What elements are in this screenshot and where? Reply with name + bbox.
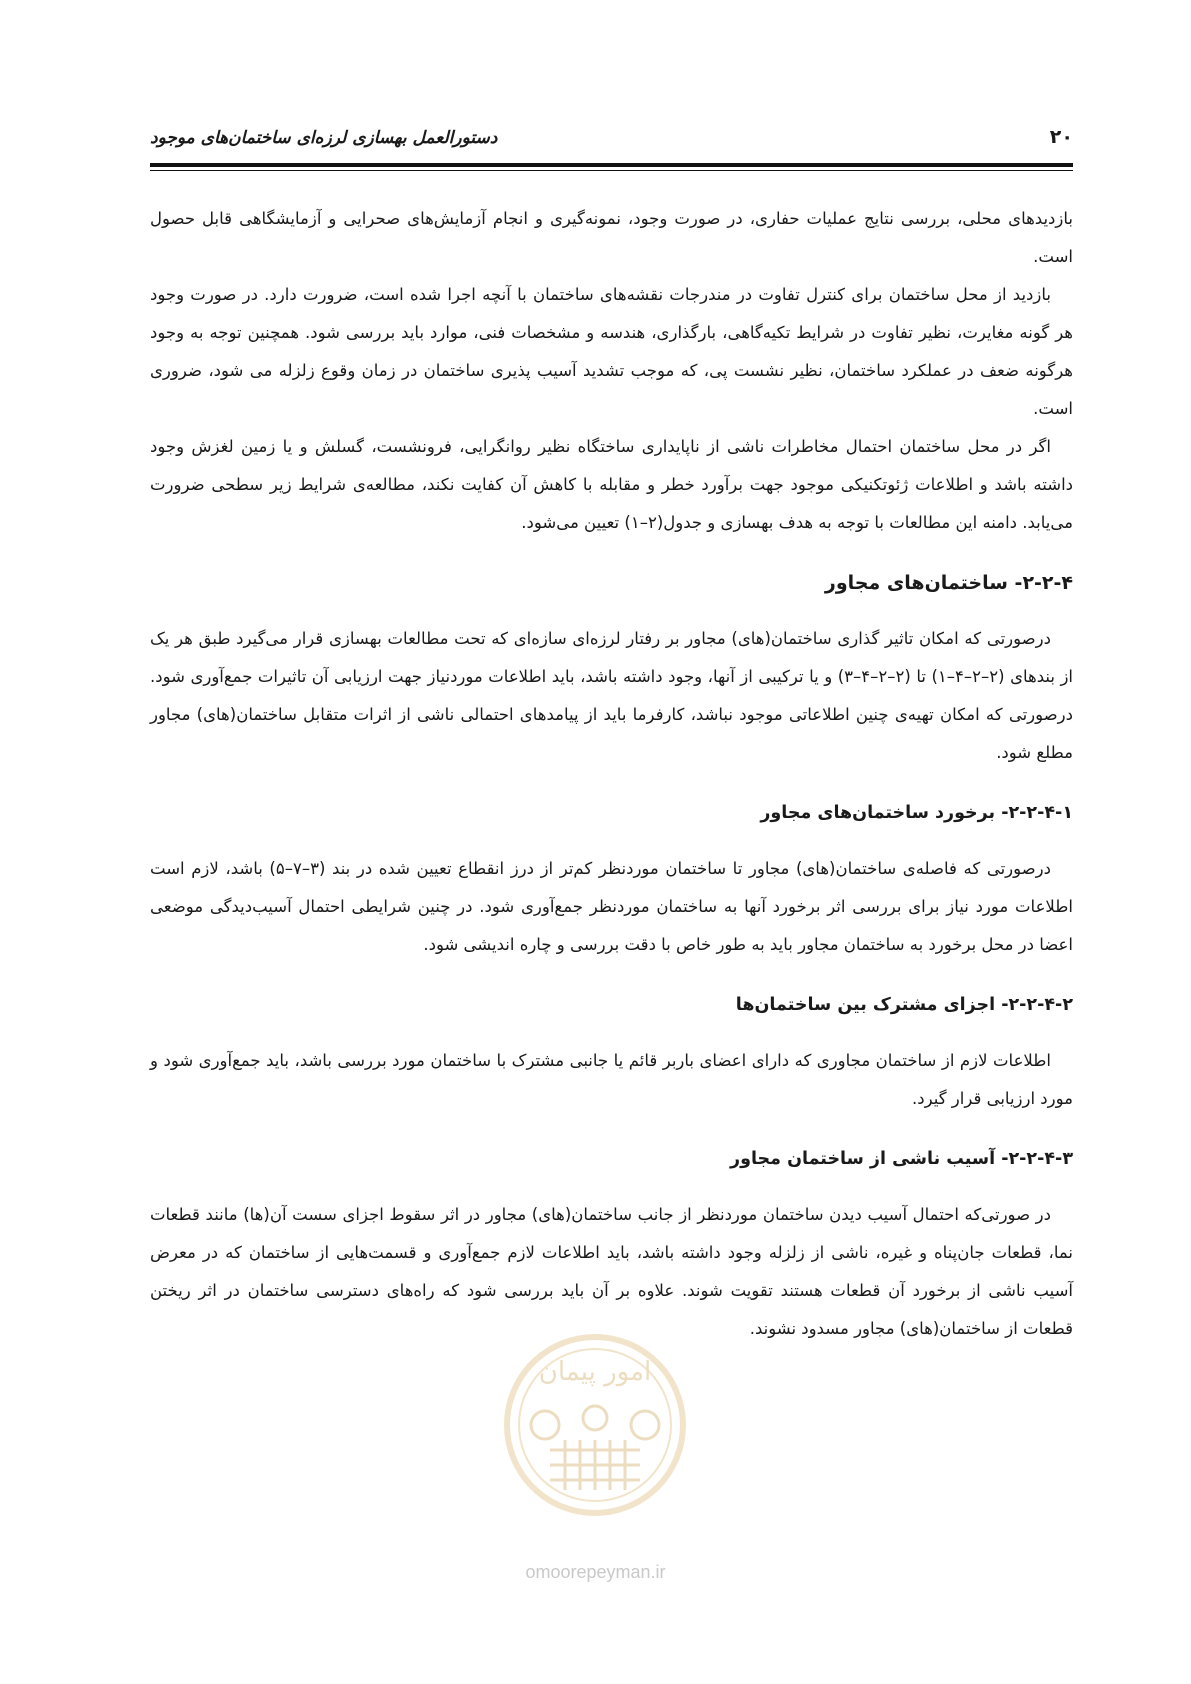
subsection-heading-shared-elements: ۲-۲-۴-۲- اجزای مشترک بین ساختمان‌ها — [735, 995, 1073, 1015]
header-rule-thin — [150, 170, 1073, 171]
page-number: ۲۰ — [1049, 126, 1073, 148]
intro-paragraph-2: بازدید از محل ساختمان برای کنترل تفاوت در مندرجات نقشه‌های ساختمان با آنچه اجرا شده است، ضرورت دارد. در صورت وجود هر گونه مغایرت، نظیر تفاوت در شرایط تکیه‌گاهی، بارگذاری، هندسه و مشخصات فنی، موارد باید بررسی شود. همچنین توجه به وجود هرگونه ضعف در عملکرد ساختمان، نظیر نشست پی، که موجب تشدید آسیب پذیری ساختمان در زمان وقوع زلزله می شود، ضروری است. — [150, 285, 1073, 418]
section-adjacent-buildings-paragraph: درصورتی که امکان تاثیر گذاری ساختمان(های) مجاور بر رفتار لرزه‌ای سازه‌ای که تحت مطالعات بهسازی قرار می‌گیرد طبق هر یک از بندهای (۲–۲–۴–۱) تا (۲–۲–۴–۳) و یا ترکیبی از آنها، وجود داشته باشد، باید اطلاعات موردنیاز جهت ارزیابی آن تاثیرات جمع‌آوری شود. درصورتی که امکان تهیه‌ی چنین اطلاعاتی موجود نباشد، کارفرما باید از پیامدهای احتمالی ناشی از اثرات متقابل ساختمان(های) مجاور مطلع شود. — [150, 629, 1074, 762]
subsection-pounding-paragraph: درصورتی که فاصله‌ی ساختمان(های) مجاور تا ساختمان موردنظر کم‌تر از درز انقطاع تعیین شده در بند (۳–۷–۵) باشد، لازم است اطلاعات مورد نیاز برای بررسی اثر برخورد آنها به ساختمان موردنظر جمع‌آوری شود. در چنین شرایطی احتمال آسیب‌دیدگی موضعی اعضا در محل برخورد به ساختمان مجاور باید به طور خاص با دقت بررسی و چاره اندیشی شود. — [150, 859, 1073, 954]
watermark-logo-text: امور پیمان — [538, 1357, 652, 1387]
section-heading-adjacent-buildings: ۲-۲-۴- ساختمان‌های مجاور — [824, 572, 1073, 594]
subsection-heading-pounding: ۲-۲-۴-۱- برخورد ساختمان‌های مجاور — [760, 803, 1073, 823]
header-rule-thick — [150, 163, 1073, 167]
running-header — [150, 126, 1073, 166]
watermark-site-url: omoorepeyman.ir — [525, 1562, 666, 1582]
watermark-logo — [480, 1330, 710, 1530]
page-content — [150, 200, 1073, 1348]
intro-paragraph-3: اگر در محل ساختمان احتمال مخاطرات ناشی از ناپایداری ساختگاه نظیر روانگرایی، فرونشست، گسلش و یا زمین لغزش وجود داشته باشد و اطلاعات ژئوتکنیکی موجود جهت برآورد خطر و مقابله با کاهش آن کفایت نکند، مطالعه‌ی شرایط زیر سطحی ضرورت می‌یابد. دامنه این مطالعات با توجه به هدف بهسازی و جدول(۲–۱) تعیین می‌شود. — [150, 437, 1073, 532]
subsection-damage-from-adjacent-paragraph: در صورتی‌که احتمال آسیب دیدن ساختمان موردنظر از جانب ساختمان(های) مجاور در اثر سقوط اجزای سست آن(ها) مانند قطعات نما، قطعات جان‌پناه و غیره، ناشی از زلزله وجود داشته باشد، باید اطلاعات لازم جمع‌آوری و قسمت‌هایی از ساختمان که در معرض آسیب ناشی از برخورد آن قطعات هستند تقویت شوند. علاوه بر آن باید بررسی شود که راه‌های دسترسی ساختمان در اثر ریختن قطعات از ساختمان(های) مجاور مسدود نشوند. — [150, 1205, 1073, 1338]
intro-paragraph-1: بازدیدهای محلی، بررسی نتایج عملیات حفاری، در صورت وجود، نمونه‌گیری و انجام آزمایش‌های صحرایی و آزمایشگاهی قابل حصول است. — [150, 209, 1073, 266]
subsection-heading-damage-from-adjacent: ۲-۲-۴-۳- آسیب ناشی از ساختمان مجاور — [730, 1149, 1073, 1169]
document-title: دستورالعمل بهسازی لرزه‌ای ساختمان‌های موجود — [150, 128, 498, 148]
subsection-shared-elements-paragraph: اطلاعات لازم از ساختمان مجاوری که دارای اعضای باربر قائم یا جانبی مشترک با ساختمان مورد بررسی باشد، باید جمع‌آوری شود و مورد ارزیابی قرار گیرد. — [150, 1051, 1073, 1108]
